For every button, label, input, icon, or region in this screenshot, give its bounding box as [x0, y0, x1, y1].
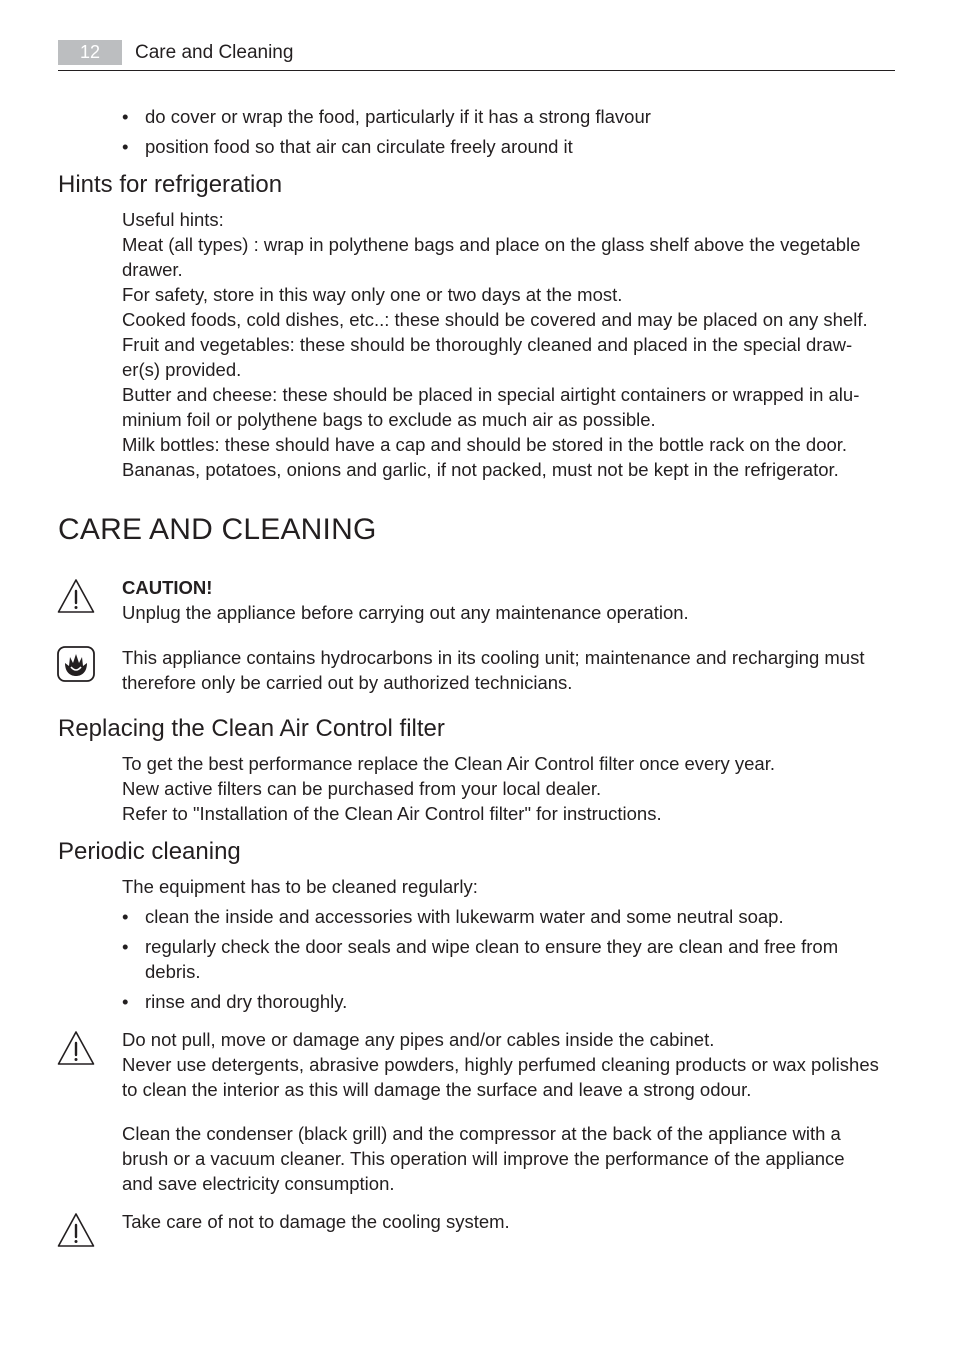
periodic-intro: The equipment has to be cleaned regularly:: [122, 876, 478, 897]
bullet-dot: •: [122, 136, 129, 157]
caution-label: CAUTION!: [122, 577, 213, 598]
page-header: [58, 40, 895, 71]
hints-heading: Hints for refrigeration: [58, 171, 283, 198]
periodic-heading: Periodic cleaning: [58, 838, 241, 865]
final-warning-text: Take care of not to damage the cooling system.: [122, 1211, 510, 1232]
warning-pipes-text: Do not pull, move or damage any pipes and/or cables inside the cabinet. Never use detergents, abrasive powders, highly perfumed cleaning products or wax polishes to clean the interior as this will damage the surface and leave a strong odour.: [122, 1029, 879, 1100]
filter-heading: Replacing the Clean Air Control filter: [58, 715, 445, 742]
hints-text: Useful hints: Meat (all types) : wrap in polythene bags and place on the glass shelf above the vegetable drawer. For safety, store in this way only one or two days at the most. Cooked foods, cold dishes, etc..: these should be covered and may be placed on any shelf. Fruit and vegetables: these should be thoroughly cleaned and placed in the special draw- er(s) provided. Butter and cheese: these should be placed in special airtight containers or wrapped in alu- minium foil or polythene bags to exclude as much air as possible. Milk bottles: these should have a cap and should be stored in the bottle rack on the door. Bananas, potatoes, onions and garlic, if not packed, must not be kept in the refrigerator.: [122, 209, 868, 480]
bullet-dot: •: [122, 906, 129, 927]
warning-triangle-icon: [57, 1030, 95, 1066]
environment-hand-icon: [57, 646, 95, 682]
header-title: Care and Cleaning: [135, 42, 294, 63]
bullet-dot: •: [122, 991, 129, 1012]
caution-block: [122, 575, 689, 625]
environment-note: This appliance contains hydrocarbons in its cooling unit; maintenance and recharging must therefore only be carried out by authorized technicians.: [122, 647, 865, 693]
warning-triangle-icon: [57, 1212, 95, 1248]
warning-triangle-icon: [57, 578, 95, 614]
section-title: CARE AND CLEANING: [58, 513, 377, 546]
bullet-dot: •: [122, 936, 129, 957]
condenser-text: Clean the condenser (black grill) and the compressor at the back of the appliance with a brush or a vacuum cleaner. This operation will improve the performance of the appliance and save electricity consumption.: [122, 1123, 845, 1194]
bullet-dot: •: [122, 106, 129, 127]
page-number: 12: [58, 40, 122, 65]
caution-text: Unplug the appliance before carrying out any maintenance operation.: [122, 602, 689, 623]
filter-text: To get the best performance replace the Clean Air Control filter once every year. New active filters can be purchased from your local dealer. Refer to "Installation of the Clean Air Control filter" for instructions.: [122, 753, 775, 824]
